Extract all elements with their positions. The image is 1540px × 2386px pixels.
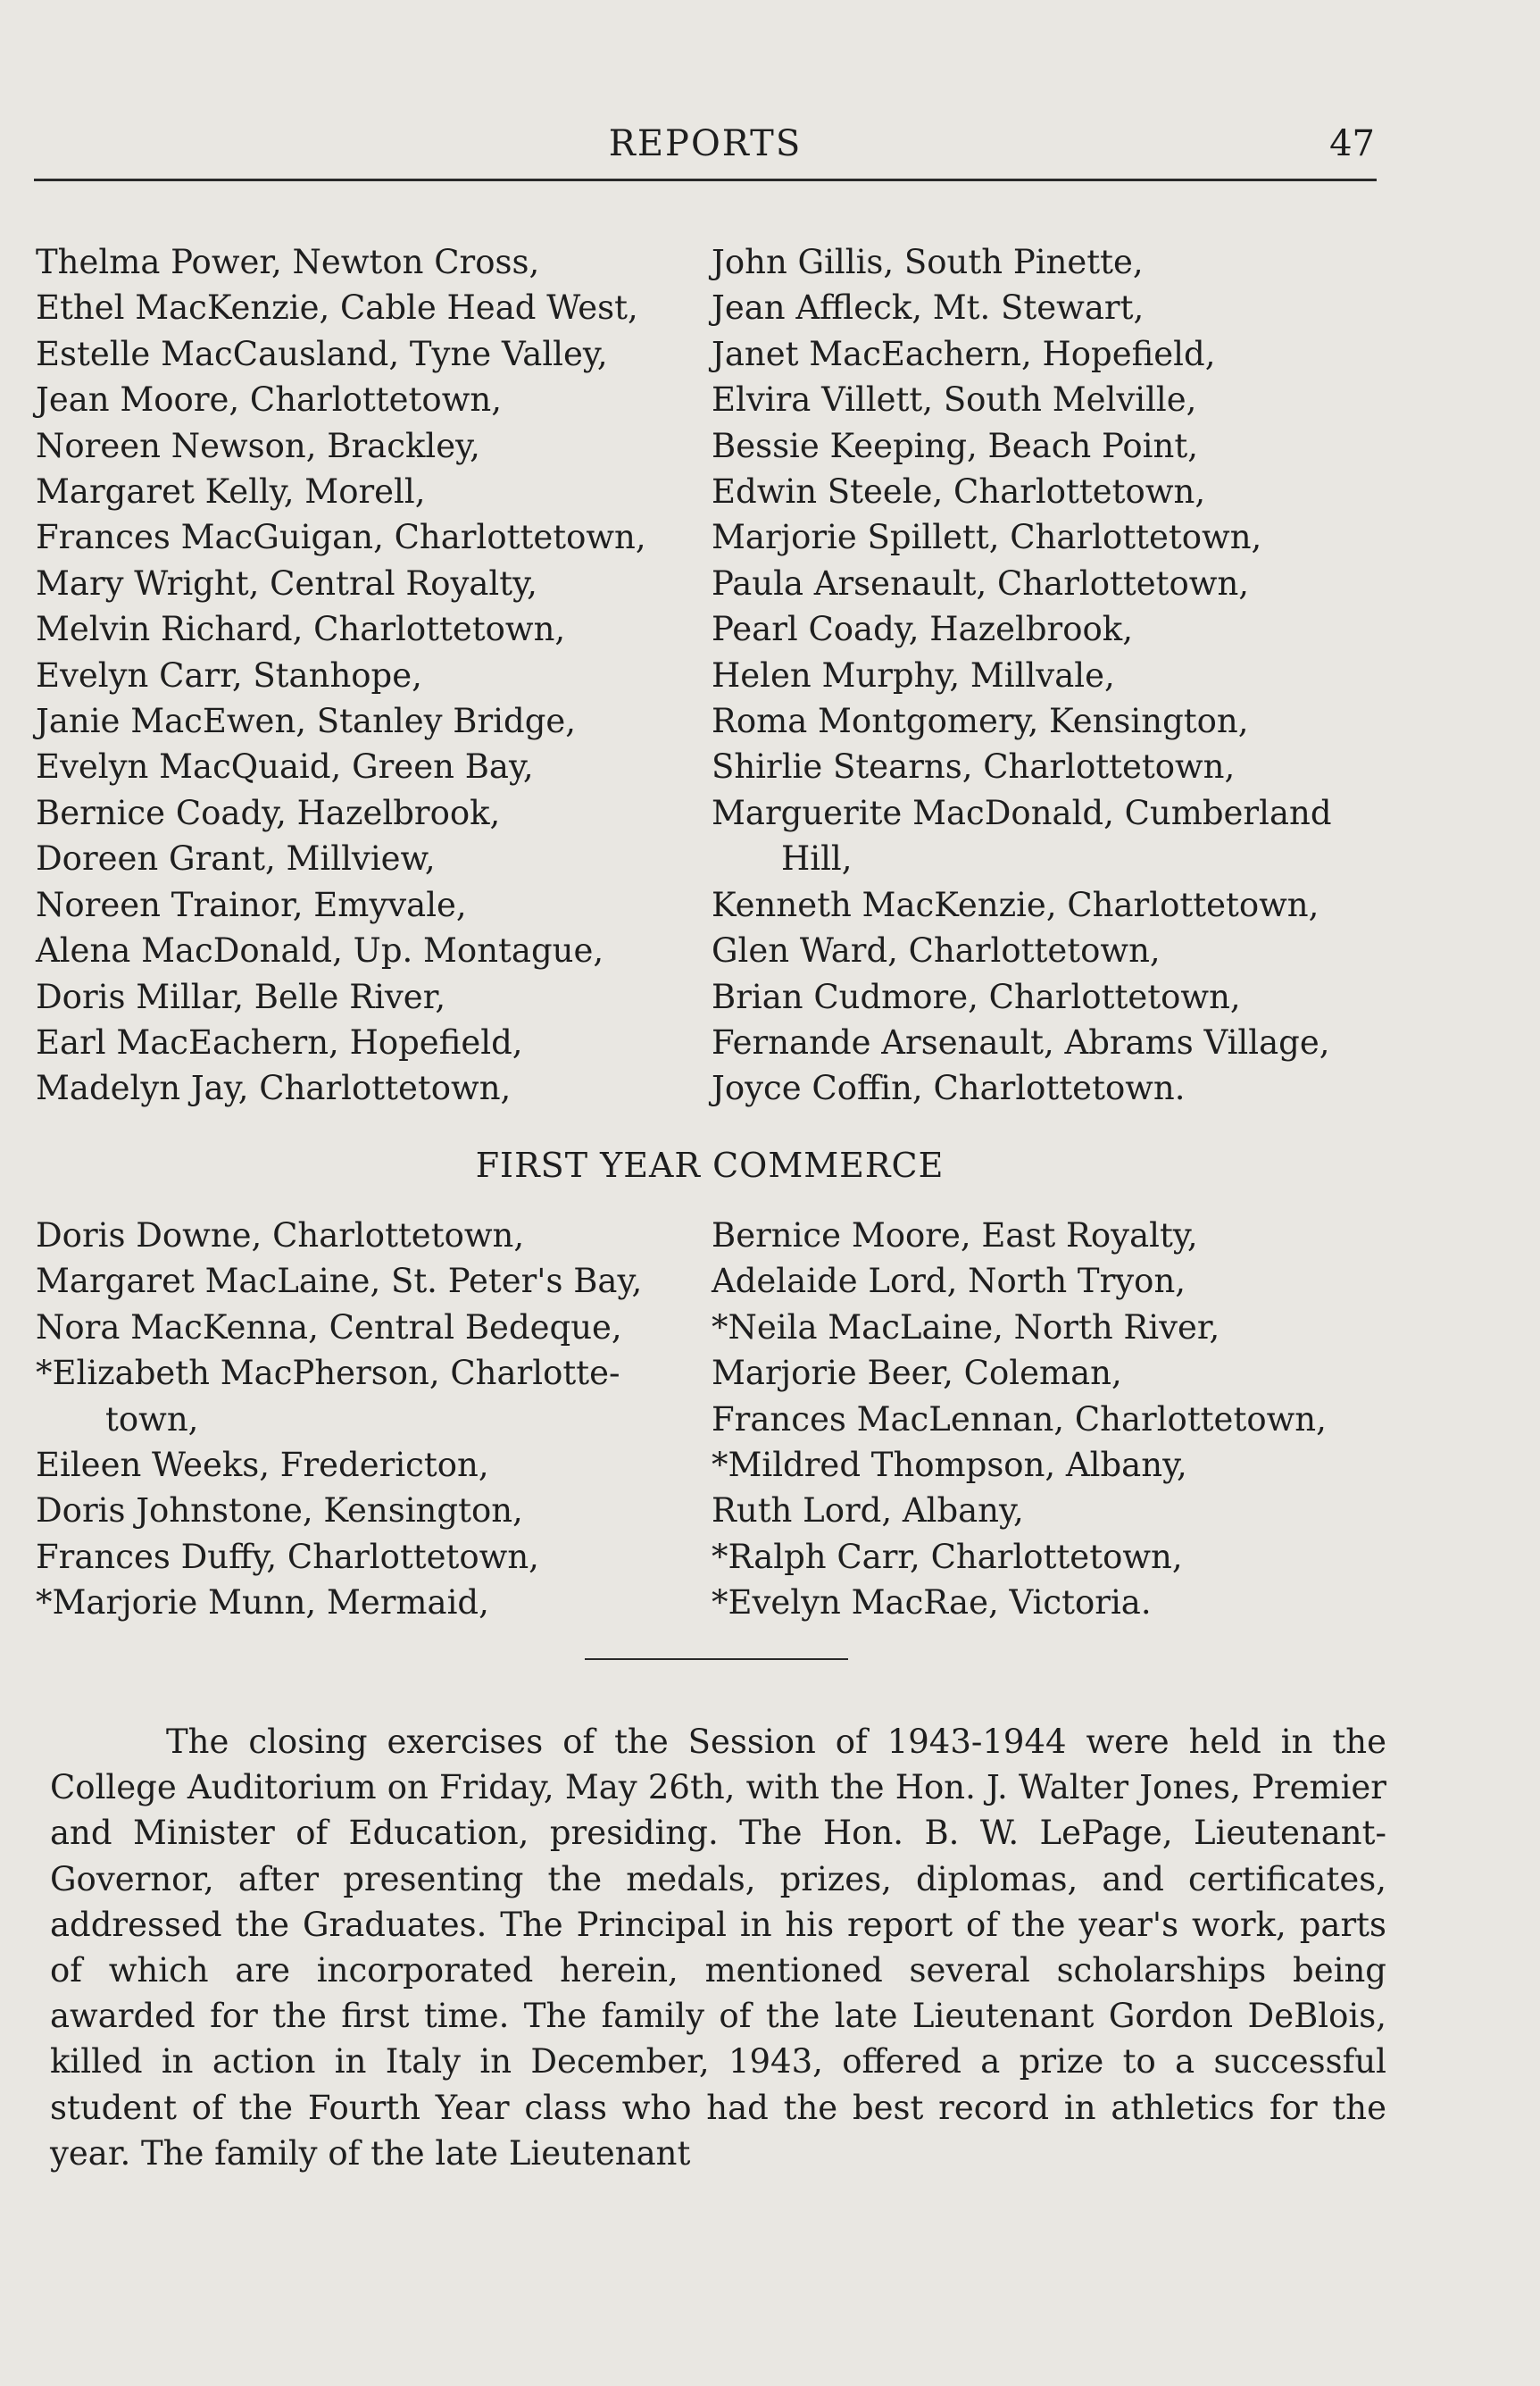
list-item-continuation: Hill, — [781, 839, 853, 879]
list-item: Doris Johnstone, Kensington, — [36, 1491, 523, 1531]
list-item: Brian Cudmore, Charlottetown, — [712, 977, 1241, 1016]
list-item: Janet MacEachern, Hopefield, — [712, 334, 1216, 373]
list-item: Paula Arsenault, Charlottetown, — [712, 563, 1250, 603]
list-item: Alena MacDonald, Up. Montague, — [36, 931, 604, 971]
list-item: Glen Ward, Charlottetown, — [712, 931, 1161, 971]
list-item: Ethel MacKenzie, Cable Head West, — [36, 288, 638, 328]
list-item: Edwin Steele, Charlottetown, — [712, 472, 1206, 512]
list-item: Nora MacKenna, Central Bedeque, — [36, 1307, 622, 1347]
list-item: Margaret MacLaine, St. Peter's Bay, — [36, 1262, 643, 1301]
commerce-list-left-column — [36, 1213, 642, 1626]
list-item: Melvin Richard, Charlottetown, — [36, 610, 566, 649]
page-number: 47 — [1329, 123, 1375, 164]
list-item: Evelyn MacQuaid, Green Bay, — [36, 747, 534, 787]
list-item: Marguerite MacDonald, Cumberland — [712, 793, 1332, 832]
body-paragraph: The closing exercises of the Session of 1943-1944 were held in the College Auditorium on Friday, May 26th, with the Hon. J. Walter Jones, Premier and Minister of Education, presiding. The Hon. B. W. LePage, Lieutenant-Governor, after presenting the medals, prizes, diplomas, and certificates, addressed the Graduates. The Principal in his report of the year's work, parts of which are incorporated herein, mentioned several scholarships being awarded for the first time. The family of the late Lieutenant Gordon DeBlois, killed in action in Italy in December, 1943, offered a prize to a successful student of the Fourth Year class who had the best record in athletics for the year. The family of the late Lieutenant — [50, 1723, 1386, 2173]
list-item: Eileen Weeks, Fredericton, — [36, 1446, 489, 1485]
list-item: Janie MacEwen, Stanley Bridge, — [36, 702, 577, 741]
list-item: Frances Duffy, Charlottetown, — [36, 1537, 539, 1576]
list-item: John Gillis, South Pinette, — [712, 243, 1144, 281]
list-item: Noreen Trainor, Emyvale, — [36, 885, 467, 924]
list-item: Bessie Keeping, Beach Point, — [712, 426, 1198, 465]
list-item: Margaret Kelly, Morell, — [36, 472, 426, 512]
list-item: Jean Moore, Charlottetown, — [36, 380, 502, 420]
list-item: *Evelyn MacRae, Victoria. — [712, 1583, 1152, 1623]
list-item: Helen Murphy, Millvale, — [712, 655, 1115, 695]
list-item: Adelaide Lord, North Tryon, — [712, 1262, 1186, 1301]
section-heading: FIRST YEAR COMMERCE — [475, 1146, 945, 1185]
list-item: Ruth Lord, Albany, — [712, 1491, 1024, 1531]
header-title: REPORTS — [608, 123, 803, 164]
list-item: Madelyn Jay, Charlottetown, — [36, 1069, 512, 1108]
list-item: Marjorie Spillett, Charlottetown, — [712, 518, 1262, 557]
list-item: *Neila MacLaine, North River, — [712, 1307, 1220, 1347]
list-item: Marjorie Beer, Coleman, — [712, 1354, 1122, 1393]
graduate-list — [36, 239, 1384, 1114]
list-item: Fernande Arsenault, Abrams Village, — [712, 1022, 1330, 1062]
list-item: Evelyn Carr, Stanhope, — [36, 655, 422, 695]
list-item: Pearl Coady, Hazelbrook, — [712, 610, 1133, 649]
list-item: Doris Millar, Belle River, — [36, 977, 446, 1016]
list-item: Earl MacEachern, Hopefield, — [36, 1022, 523, 1062]
header-rule — [34, 179, 1377, 181]
list-item: Bernice Moore, East Royalty, — [712, 1216, 1198, 1255]
list-item: Doris Downe, Charlottetown, — [36, 1216, 525, 1255]
commerce-list-right-column — [712, 1213, 1327, 1626]
graduate-list-left-column — [36, 239, 646, 1112]
section-divider — [585, 1658, 848, 1660]
list-item: Bernice Coady, Hazelbrook, — [36, 793, 501, 832]
list-item: Doreen Grant, Millview, — [36, 839, 436, 879]
list-item: *Marjorie Munn, Mermaid, — [36, 1583, 489, 1623]
list-item: *Mildred Thompson, Albany, — [712, 1446, 1187, 1485]
running-header — [36, 123, 1375, 177]
list-item: Mary Wright, Central Royalty, — [36, 563, 537, 603]
list-item-continuation: town, — [105, 1399, 199, 1439]
list-item: Kenneth MacKenzie, Charlottetown, — [712, 885, 1319, 924]
list-item: Estelle MacCausland, Tyne Valley, — [36, 334, 608, 373]
list-item: Shirlie Stearns, Charlottetown, — [712, 747, 1236, 787]
list-item: Roma Montgomery, Kensington, — [712, 702, 1249, 741]
graduate-list-right-column — [712, 239, 1332, 1112]
list-item: Frances MacLennan, Charlottetown, — [712, 1399, 1327, 1439]
commerce-list — [36, 1213, 1384, 1632]
list-item: Joyce Coffin, Charlottetown. — [712, 1069, 1186, 1108]
list-item: Jean Affleck, Mt. Stewart, — [712, 288, 1145, 328]
list-item: *Ralph Carr, Charlottetown, — [712, 1537, 1183, 1576]
list-item: Thelma Power, Newton Cross, — [36, 243, 540, 281]
list-item: *Elizabeth MacPherson, Charlotte- — [36, 1354, 620, 1393]
list-item: Noreen Newson, Brackley, — [36, 426, 480, 465]
list-item: Frances MacGuigan, Charlottetown, — [36, 518, 646, 557]
list-item: Elvira Villett, South Melville, — [712, 380, 1197, 420]
